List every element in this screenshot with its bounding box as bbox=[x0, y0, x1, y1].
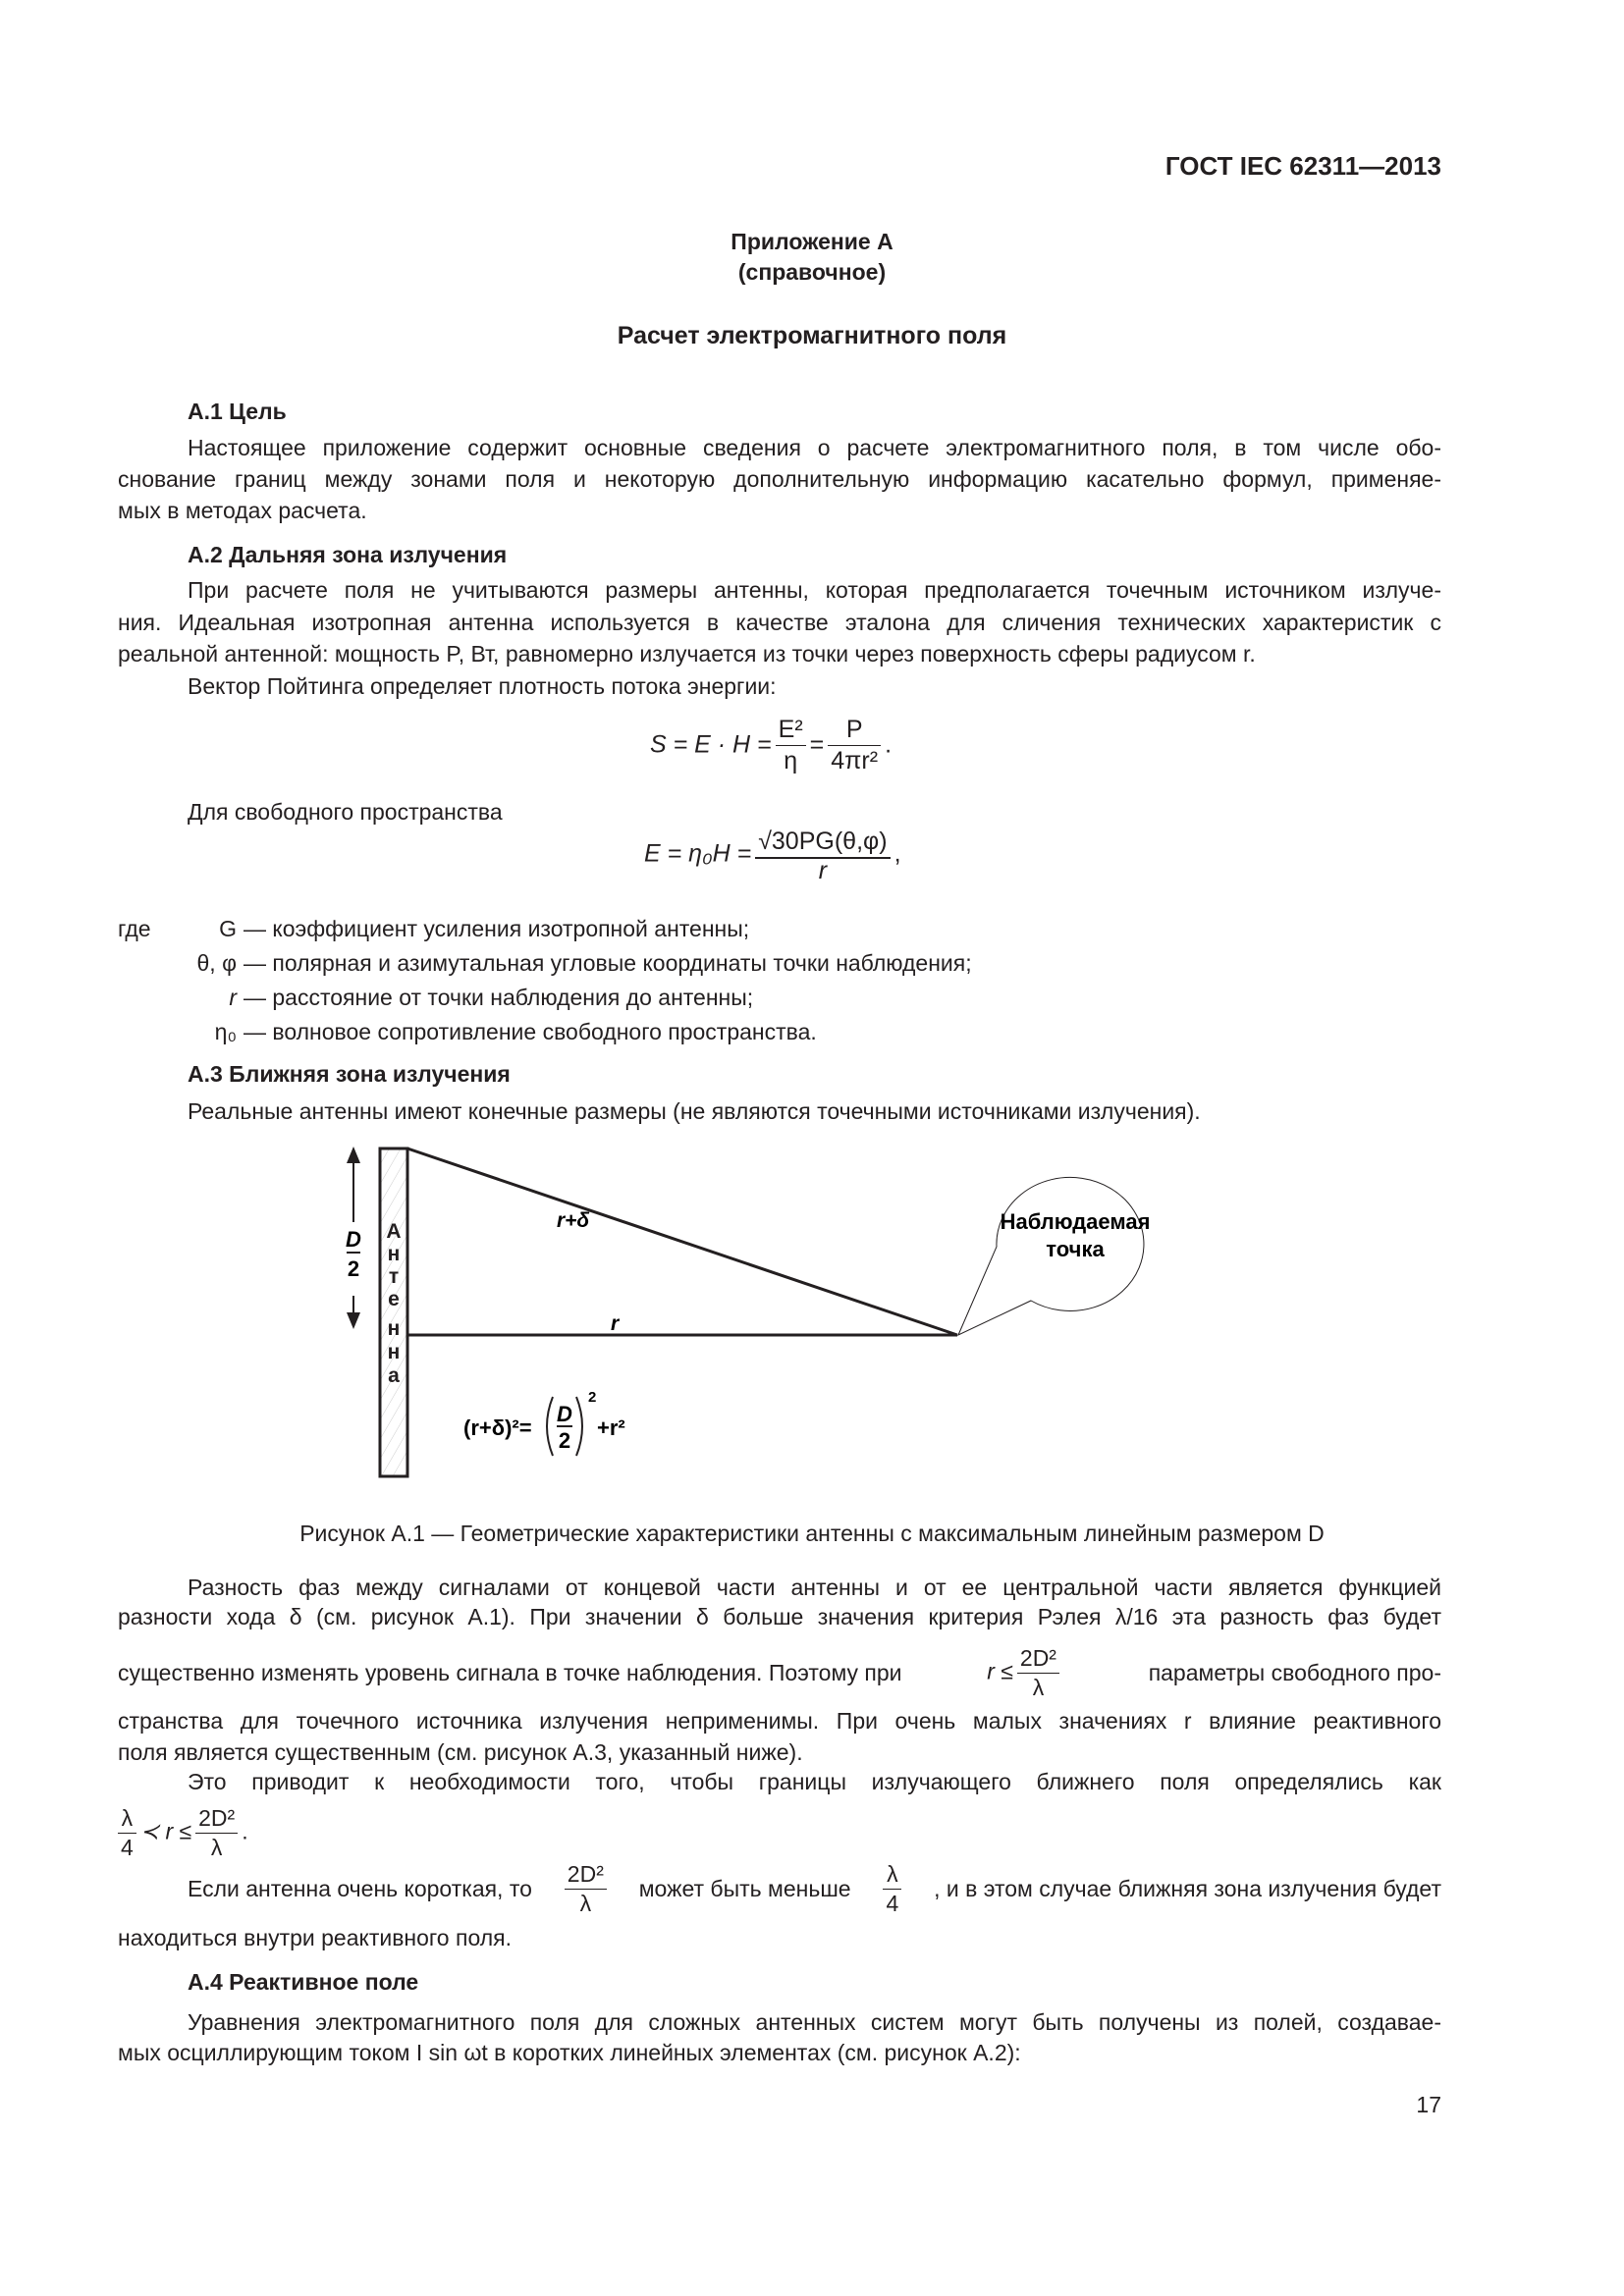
def-symbol: θ, φ bbox=[196, 950, 237, 976]
text-line: поля является существенным (см. рисунок А.3, указанный ниже). bbox=[118, 1739, 803, 1765]
arrow-down-icon bbox=[347, 1312, 360, 1329]
text-line: Это приводит к необходимости того, чтобы границы излучающего ближнего поля определялись как bbox=[188, 1769, 1441, 1794]
antenna-letter: а bbox=[388, 1364, 400, 1387]
def-symbol: G bbox=[219, 916, 237, 941]
arrow-up-icon bbox=[347, 1147, 360, 1163]
text-part: может быть меньше bbox=[638, 1875, 851, 1901]
section-heading: А.4 Реактивное поле bbox=[188, 1969, 419, 1995]
antenna-letter: н bbox=[387, 1341, 401, 1363]
formula-part: P bbox=[828, 715, 881, 746]
def-symbol: r bbox=[229, 985, 237, 1010]
antenna-letter: н bbox=[387, 1317, 401, 1340]
text-line: Настоящее приложение содержит основные сведения о расчете электромагнитного поля, в том числе обо- bbox=[188, 435, 1441, 460]
where-label: где bbox=[118, 916, 151, 941]
formula-part: 2D² bbox=[1017, 1644, 1059, 1674]
text-line-with-formula bbox=[188, 1860, 1441, 1918]
section-heading: А.2 Дальняя зона излучения bbox=[188, 542, 508, 567]
def-text: — расстояние от точки наблюдения до антенны; bbox=[244, 985, 754, 1010]
formula-part: . bbox=[242, 1818, 248, 1844]
formula-part: E² bbox=[776, 715, 806, 746]
formula-part: = bbox=[809, 730, 825, 759]
equation-part: +r² bbox=[597, 1415, 625, 1440]
equation-part: (r+δ)²= bbox=[463, 1415, 532, 1440]
formula-poynting bbox=[650, 715, 892, 777]
def-text: — полярная и азимутальная угловые координаты точки наблюдения; bbox=[244, 950, 972, 976]
formula-part: λ bbox=[210, 1834, 223, 1860]
callout-text: точка bbox=[1046, 1237, 1105, 1261]
formula-near-field-bounds bbox=[114, 1804, 248, 1862]
text-part: существенно изменять уровень сигнала в точке наблюдения. Поэтому при bbox=[118, 1659, 902, 1685]
formula-part: 4 bbox=[886, 1890, 899, 1916]
formula-part: λ bbox=[118, 1804, 136, 1834]
standard-header: ГОСТ IEC 62311—2013 bbox=[1164, 151, 1441, 181]
text-line: странства для точечного источника излучения неприменимы. При очень малых значениях r влияние реактивного bbox=[118, 1708, 1441, 1734]
equation-part: D bbox=[557, 1402, 572, 1426]
formula-part: λ bbox=[1032, 1674, 1045, 1700]
formula-part: E = η₀H = bbox=[644, 839, 752, 868]
left-paren bbox=[547, 1397, 553, 1456]
formula-part: λ bbox=[883, 1860, 901, 1890]
def-text: — коэффициент усиления изотропной антенны; bbox=[244, 916, 750, 941]
appendix-label: Приложение А bbox=[731, 229, 893, 254]
text-line-with-formula bbox=[118, 1644, 1441, 1702]
formula-part: ≺ r ≤ bbox=[139, 1818, 192, 1844]
text-line: Уравнения электромагнитного поля для сложных антенных систем могут быть получены из полей, создавае- bbox=[188, 2009, 1441, 2035]
text-line: ния. Идеальная изотропная антенна используется в качестве эталона для сличения технических характеристик с bbox=[118, 610, 1441, 635]
formula-part: r bbox=[818, 857, 828, 885]
text-line: Вектор Пойтинга определяет плотность потока энергии: bbox=[188, 673, 777, 699]
text-line: находиться внутри реактивного поля. bbox=[118, 1925, 512, 1950]
formula-part: λ bbox=[579, 1890, 592, 1916]
equation-part: 2 bbox=[588, 1389, 597, 1406]
text-part: Если антенна очень короткая, то bbox=[188, 1875, 532, 1901]
text-part: параметры свободного про- bbox=[1148, 1659, 1441, 1685]
antenna-letter: е bbox=[388, 1288, 400, 1310]
text-line: мых осциллирующим током I sin ωt в коротких линейных элементах (см. рисунок А.2): bbox=[118, 2040, 1021, 2065]
antenna-letter: н bbox=[387, 1243, 401, 1265]
half-d-label: D bbox=[346, 1227, 361, 1252]
page-number: 17 bbox=[1416, 2092, 1441, 2117]
page-title: Расчет электромагнитного поля bbox=[617, 322, 1007, 349]
formula-part: , bbox=[893, 839, 901, 868]
formula-part: 2D² bbox=[195, 1804, 238, 1834]
antenna-letter: т bbox=[388, 1265, 400, 1288]
text-line: снование границ между зонами поля и некоторую дополнительную информацию касательно формул, применяе- bbox=[118, 466, 1441, 492]
text-line: мых в методах расчета. bbox=[118, 498, 367, 523]
formula-part: 2D² bbox=[565, 1860, 607, 1890]
def-symbol: η₀ bbox=[214, 1019, 237, 1044]
text-line: Реальные антенны имеют конечные размеры (не являются точечными источниками излучения). bbox=[188, 1098, 1201, 1124]
hypotenuse-label: r+δ bbox=[557, 1209, 590, 1232]
text-line: При расчете поля не учитываются размеры антенны, которая предполагается точечным источником излуче- bbox=[188, 577, 1441, 603]
formula-field-strength bbox=[644, 827, 901, 883]
text-line: Для свободного пространства bbox=[188, 799, 503, 825]
formula-part: 4 bbox=[121, 1834, 134, 1860]
antenna-letter: А bbox=[386, 1220, 402, 1243]
text-line: Разность фаз между сигналами от концевой части антенны и от ее центральной части является функцией bbox=[188, 1575, 1441, 1600]
hypotenuse-line bbox=[407, 1148, 957, 1335]
section-heading: А.1 Цель bbox=[188, 399, 287, 424]
appendix-type: (справочное) bbox=[737, 259, 887, 285]
right-paren bbox=[576, 1397, 582, 1456]
half-d-label: 2 bbox=[347, 1256, 360, 1281]
formula-part: η bbox=[784, 747, 798, 775]
section-heading: А.3 Ближняя зона излучения bbox=[188, 1061, 511, 1087]
text-line: разности хода δ (см. рисунок А.1). При значении δ больше значения критерия Рэлея λ/16 эта разность фаз будет bbox=[118, 1604, 1441, 1629]
formula-part: r ≤ bbox=[987, 1658, 1013, 1684]
formula-part: S = E · H = bbox=[650, 730, 772, 759]
text-line: реальной антенной: мощность P, Вт, равномерно излучается из точки через поверхность сферы радиусом r. bbox=[118, 641, 1256, 667]
antenna-geometry-figure bbox=[344, 1129, 1227, 1502]
text-part: , и в этом случае ближняя зона излучения будет bbox=[934, 1875, 1441, 1901]
def-text: — волновое сопротивление свободного пространства. bbox=[244, 1019, 817, 1044]
formula-part: . bbox=[885, 730, 893, 759]
equation-part: 2 bbox=[558, 1428, 571, 1453]
distance-label: r bbox=[611, 1312, 620, 1335]
antenna-rect bbox=[380, 1148, 407, 1476]
formula-part: √30PG(θ,φ) bbox=[755, 827, 890, 859]
figure-caption: Рисунок А.1 — Геометрические характеристики антенны с максимальным линейным размером D bbox=[299, 1521, 1325, 1546]
callout-text: Наблюдаемая bbox=[1000, 1209, 1151, 1234]
formula-part: 4πr² bbox=[831, 747, 879, 775]
